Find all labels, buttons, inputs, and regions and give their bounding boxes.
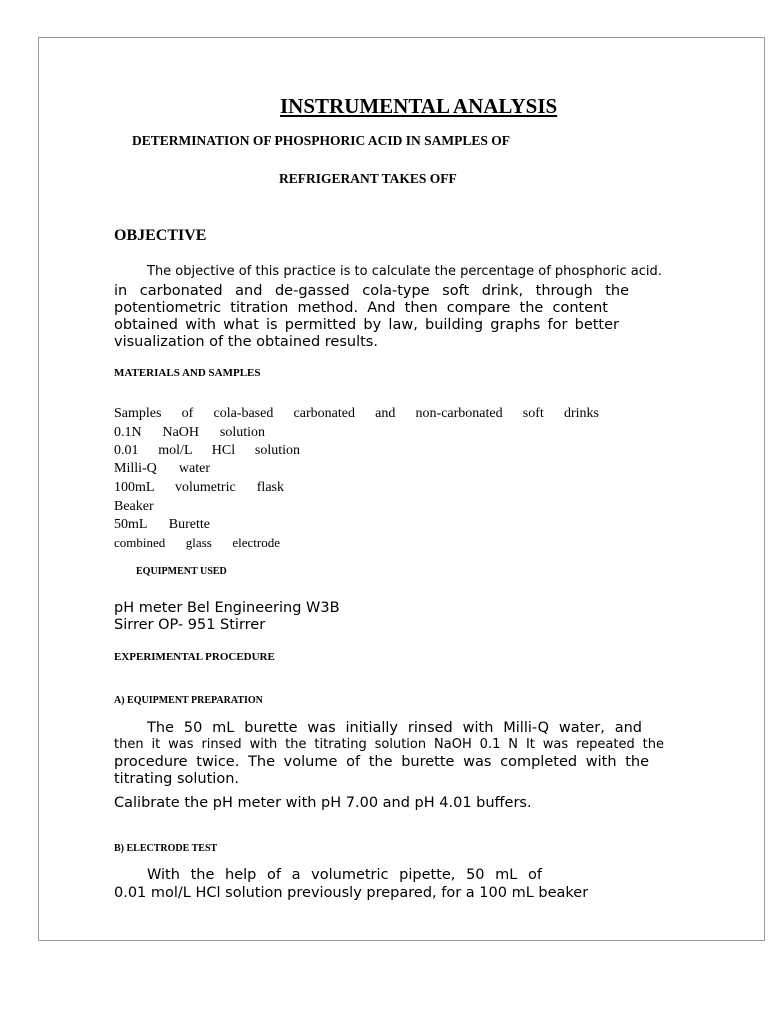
objective-line: potentiometric titration method. And then compare the content [114,300,608,316]
section-b-line: With the help of a volumetric pipette, 50 mL of [147,867,542,883]
section-a-heading: A) EQUIPMENT PREPARATION [114,695,263,706]
objective-heading: OBJECTIVE [114,227,207,244]
materials-heading: MATERIALS AND SAMPLES [114,367,261,379]
materials-item: 0.1N NaOH solution [114,425,265,440]
materials-item: Beaker [114,499,154,514]
equipment-heading: EQUIPMENT USED [136,566,227,577]
materials-item: 0.01 mol/L HCl solution [114,443,300,458]
section-a-line: procedure twice. The volume of the burette was completed with the [114,754,649,770]
document-subtitle-line1: DETERMINATION OF PHOSPHORIC ACID IN SAMPLES OF [132,133,511,148]
calibrate-line: Calibrate the pH meter with pH 7.00 and pH 4.01 buffers. [114,795,532,811]
materials-item: Samples of cola-based carbonated and non-carbonated soft drinks [114,406,599,421]
materials-item: 50mL Burette [114,517,210,532]
section-a-line: titrating solution. [114,771,239,787]
section-a-line: then it was rinsed with the titrating solution NaOH 0.1 N It was repeated the [114,737,664,752]
document-subtitle-line2: REFRIGERANT TAKES OFF [279,171,457,186]
document-title: INSTRUMENTAL ANALYSIS [280,94,558,118]
section-b-heading: B) ELECTRODE TEST [114,843,218,854]
objective-line: visualization of the obtained results. [114,334,378,350]
equipment-item: Sirrer OP- 951 Stirrer [114,617,266,633]
objective-line: in carbonated and de-gassed cola-type soft drink, through the [114,283,629,299]
section-a-line: The 50 mL burette was initially rinsed with Milli-Q water, and [147,720,642,736]
section-b-line: 0.01 mol/L HCl solution previously prepared, for a 100 mL beaker [114,885,589,901]
equipment-item: pH meter Bel Engineering W3B [114,600,340,616]
materials-item: combined glass electrode [114,535,280,550]
objective-line: obtained with what is permitted by law, building graphs for better [114,317,619,333]
materials-item: 100mL volumetric flask [114,480,284,495]
objective-line: The objective of this practice is to calculate the percentage of phosphoric acid. [147,264,662,279]
materials-item: Milli-Q water [114,461,210,476]
procedure-heading: EXPERIMENTAL PROCEDURE [114,651,275,663]
